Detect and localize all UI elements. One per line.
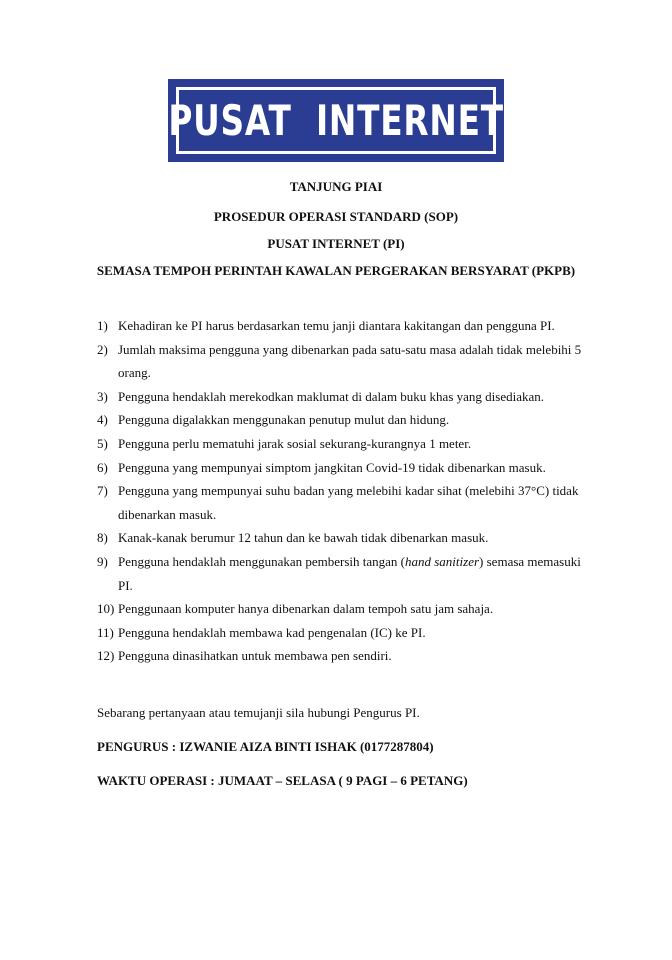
item-number: 5) xyxy=(97,435,108,451)
sop-heading: PROSEDUR OPERASI STANDARD (SOP) xyxy=(213,209,459,224)
logo-text: PUSAT INTERNET xyxy=(168,96,504,145)
pkpb-heading: SEMASA TEMPOH PERINTAH KAWALAN PERGERAKAN BERSYARAT (PKPB) xyxy=(96,263,576,278)
item-number: 2) xyxy=(97,341,108,357)
item-text: Kehadiran ke PI harus berdasarkan temu janji diantara kakitangan dan pengguna PI. xyxy=(118,318,555,333)
sop-list xyxy=(97,314,657,668)
item-number: 11) xyxy=(97,624,114,640)
item-number: 9) xyxy=(97,553,108,569)
item-text: Kanak-kanak berumur 12 tahun dan ke bawah tidak dibenarkan masuk. xyxy=(118,530,489,546)
list-item xyxy=(97,338,657,385)
item-text: Pengguna hendaklah merekodkan maklumat di dalam buku khas yang disediakan. xyxy=(118,388,544,404)
item-text-italic: hand sanitizer xyxy=(405,553,480,569)
item-text-after: ) semasa memasuki PI. xyxy=(118,553,581,593)
list-item xyxy=(97,314,657,338)
item-number: 4) xyxy=(97,412,108,428)
item-text: Pengguna hendaklah membawa kad pengenalan (IC) ke PI. xyxy=(118,624,426,640)
item-number: 8) xyxy=(97,530,108,546)
item-number: 12) xyxy=(97,648,115,664)
pusat-internet-heading: PUSAT INTERNET (PI) xyxy=(267,236,405,251)
item-number: 3) xyxy=(97,388,108,404)
list-item xyxy=(97,456,657,480)
list-item xyxy=(97,526,657,550)
item-number: 10) xyxy=(97,601,115,617)
item-number: 7) xyxy=(97,483,108,499)
list-item xyxy=(97,408,657,432)
item-text: Pengguna yang mempunyai simptom jangkitan Covid-19 tidak dibenarkan masuk. xyxy=(118,459,546,475)
location-heading: TANJUNG PIAI xyxy=(289,179,383,194)
list-item xyxy=(97,597,657,621)
pusat-internet-logo xyxy=(168,79,504,162)
item-text: Jumlah maksima pengguna yang dibenarkan pada satu-satu masa adalah tidak melebihi 5 orang. xyxy=(118,341,582,381)
item-number: 1) xyxy=(97,318,108,333)
item-text-before: Pengguna hendaklah menggunakan pembersih tangan ( xyxy=(118,553,405,569)
contact-note: Sebarang pertanyaan atau temujanji sila hubungi Pengurus PI. xyxy=(97,705,420,720)
logo-border xyxy=(168,87,504,154)
item-number: 6) xyxy=(97,459,108,475)
item-text: Pengguna dinasihatkan untuk membawa pen sendiri. xyxy=(118,648,392,664)
item-text: Pengguna digalakkan menggunakan penutup mulut dan hidung. xyxy=(118,412,450,428)
list-item xyxy=(97,550,657,597)
item-text xyxy=(118,550,657,597)
list-item xyxy=(97,432,657,456)
list-item xyxy=(97,621,657,645)
list-item xyxy=(97,385,657,409)
operating-hours: WAKTU OPERASI : JUMAAT – SELASA ( 9 PAGI – 6 PETANG) xyxy=(97,773,468,788)
item-text: Penggunaan komputer hanya dibenarkan dalam tempoh satu jam sahaja. xyxy=(118,601,494,617)
list-item xyxy=(97,644,657,668)
manager-line: PENGURUS : IZWANIE AIZA BINTI ISHAK (0177287804) xyxy=(97,739,434,754)
list-item xyxy=(97,479,657,526)
item-text: Pengguna perlu mematuhi jarak sosial sekurang-kurangnya 1 meter. xyxy=(118,435,472,451)
item-text: Pengguna yang mempunyai suhu badan yang melebihi kadar sihat (melebihi 37°C) tidak dibenarkan masuk. xyxy=(118,483,579,522)
